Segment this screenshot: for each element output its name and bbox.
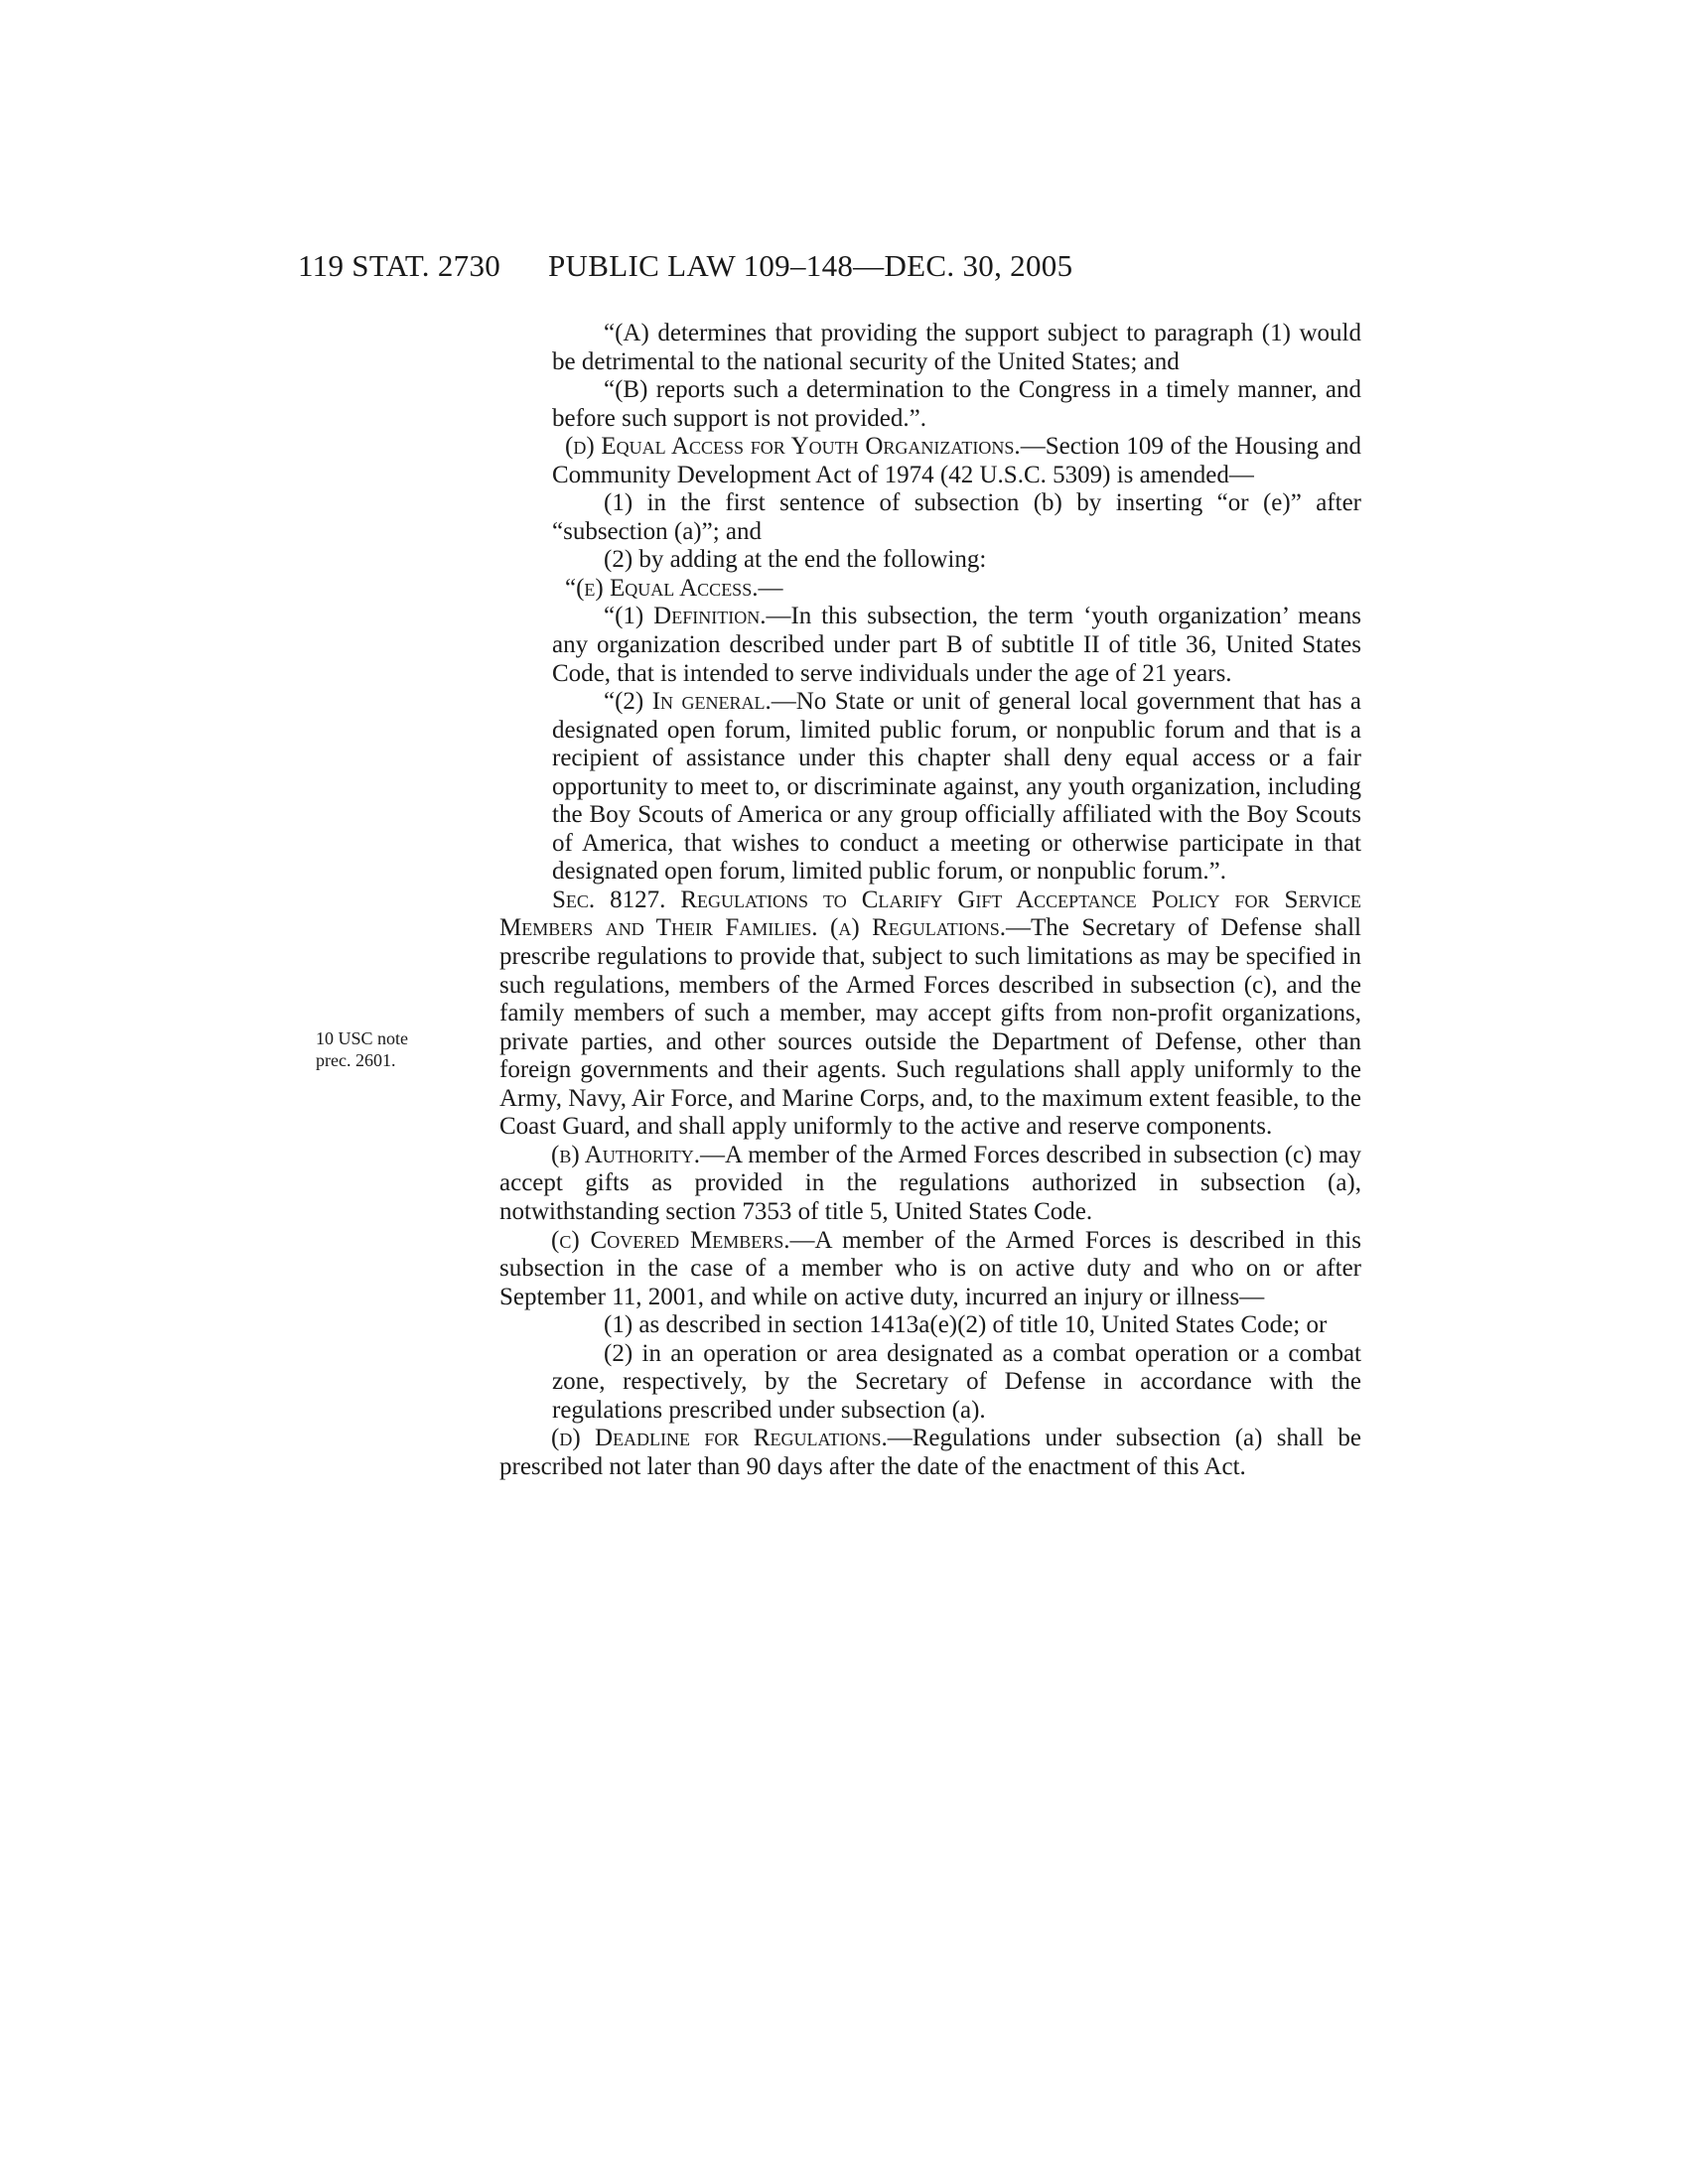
paragraph-c-covered-members: (c) Covered Members.—A member of the Armed Forces is described in this subsection in the case of a member who is on active duty and who on or after September 11, 2001, and while on active duty, incurred an injury or illness— (499, 1226, 1361, 1310)
paragraph-2-combat-zone: (2) in an operation or area designated as a combat operation or a combat zone, respectively, by the Secretary of Defense in accordance with the regulations prescribed under subsection (a). (552, 1339, 1361, 1424)
paragraph-a-determines: “(A) determines that providing the support subject to paragraph (1) would be detrimental to the national security of the United States; and (552, 320, 1361, 375)
paragraph-e-equal-access: “(e) Equal Access.— (565, 574, 783, 602)
paragraph-2-in-general: “(2) In general.—No State or unit of general local government that has a designated open forum, limited public forum, or nonpublic forum and that is a recipient of assistance under this chapter shall deny equal access or a fair opportunity to meet to, or discriminate against, any youth organization, including the Boy Scouts of America or any group officially affiliated with the Boy Scouts of America, that wishes to conduct a meeting or otherwise participate in that designated open forum, limited public forum, or nonpublic forum.”. (552, 688, 1361, 886)
statute-page-number: 119 STAT. 2730 (298, 248, 501, 283)
margin-note (316, 1027, 408, 1071)
section-heading: (d) Equal Access for Youth Organizations. (565, 433, 1021, 461)
paragraph-1-section-1413a: (1) as described in section 1413a(e)(2) of title 10, United States Code; or (604, 1311, 1328, 1339)
paragraph-b-reports: “(B) reports such a determination to the Congress in a timely manner, and before such support is not provided.”. (552, 376, 1361, 432)
section-heading: “(2) In general. (604, 688, 772, 716)
paragraph-d-equal-access: (d) Equal Access for Youth Organizations.—Section 109 of the Housing and Community Development Act of 1974 (42 U.S.C. 5309) is amended— (552, 433, 1361, 488)
public-law-title: PUBLIC LAW 109–148—DEC. 30, 2005 (548, 248, 1073, 283)
section-heading: “(1) Definition. (604, 603, 767, 630)
section-heading: “(e) Equal Access. (565, 574, 759, 602)
paragraph-d-deadline: (d) Deadline for Regulations.—Regulations under subsection (a) shall be prescribed not later than 90 days after the date of the enactment of this Act. (499, 1425, 1361, 1480)
margin-note-line-1: 10 USC note (316, 1028, 409, 1048)
paragraph-1-first-sentence: (1) in the first sentence of subsection (b) by inserting “or (e)” after “subsection (a)”; and (552, 489, 1361, 545)
document-body (499, 320, 1361, 1481)
section-8127: Sec. 8127. Regulations to Clarify Gift Acceptance Policy for Service Members and Their Families. (a) Regulations.—The Secretary of Defense shall prescribe regulations to provide that, subject to such limitations as may be specified in such regulations, members of the Armed Forces described in subsection (c), and the family members of such a member, may accept gifts from non-profit organizations, private parties, and other sources outside the Department of Defense, other than foreign governments and their agents. Such regulations shall apply uniformly to the Army, Navy, Air Force, and Marine Corps, and, to the maximum extent feasible, to the Coast Guard, and shall apply uniformly to the active and reserve components. (499, 886, 1361, 1141)
paragraph-1-definition: “(1) Definition.—In this subsection, the term ‘youth organization’ means any organization described under part B of subtitle II of title 36, United States Code, that is intended to serve individuals under the age of 21 years. (552, 603, 1362, 687)
section-heading: Sec. 8127. Regulations to Clarify Gift Acceptance Policy for Service Members and Their Families. (a) Regulations. (499, 886, 1361, 942)
paragraph-b-authority: (b) Authority.—A member of the Armed Forces described in subsection (c) may accept gifts as provided in the regulations authorized in subsection (a), notwithstanding section 7353 of title 5, United States Code. (499, 1141, 1361, 1225)
margin-note-line-2: prec. 2601. (316, 1050, 396, 1070)
section-heading: (c) Covered Members. (551, 1226, 790, 1254)
section-heading: (d) Deadline for Regulations. (551, 1425, 888, 1452)
paragraph-2-adding: (2) by adding at the end the following: (604, 546, 987, 574)
section-heading: (b) Authority. (551, 1141, 701, 1168)
